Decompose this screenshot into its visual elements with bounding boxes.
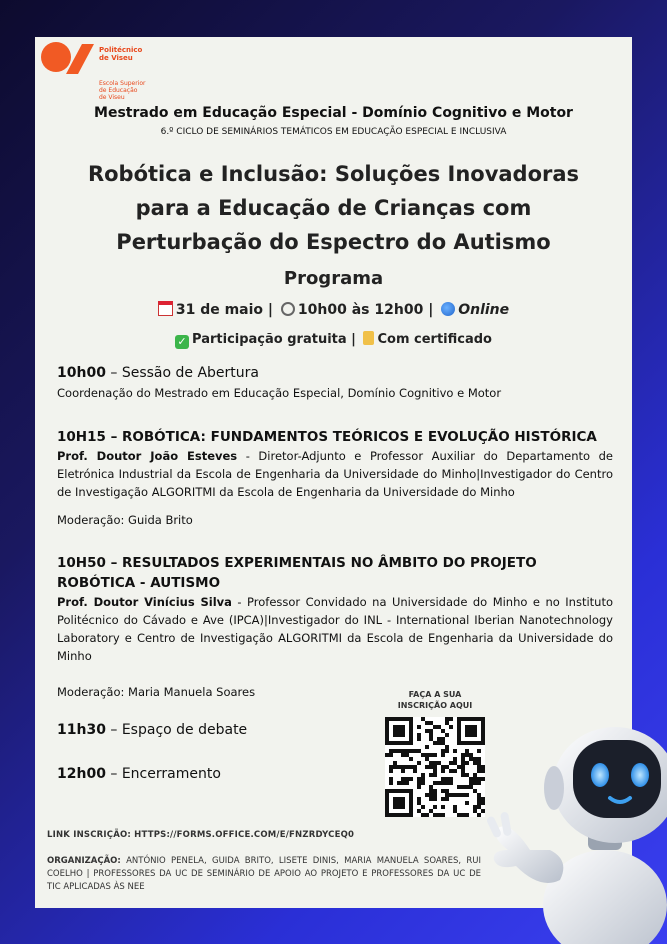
talk-2-title: 10H50 – RESULTADOS EXPERIMENTAIS NO ÂMBITO DO PROJETO ROBÓTICA - AUTISMO — [57, 555, 537, 591]
separator: | — [423, 302, 439, 318]
talk-1-bio — [57, 447, 613, 501]
talk-2-bio — [57, 593, 613, 665]
opening-row — [57, 365, 613, 381]
logo-name-line2: de Viseu — [99, 54, 133, 62]
program-heading: Mestrado em Educação Especial - Domínio Cognitivo e Motor — [94, 105, 573, 121]
debate-time: 11h30 — [57, 722, 106, 738]
talk-1-title: 10H15 – ROBÓTICA: FUNDAMENTOS TEÓRICOS E EVOLUÇÃO HISTÓRICA — [57, 429, 597, 445]
talk-2-moderation: Moderação: Maria Manuela Soares — [57, 685, 256, 699]
registration-link[interactable]: LINK INSCRIÇÃO: HTTPS://FORMS.OFFICE.COM/E/FNZRDYCEQ0 — [47, 830, 355, 840]
certificate: Com certificado — [377, 332, 492, 347]
org-label: ORGANIZAÇÃO: — [47, 856, 121, 866]
closing-session — [57, 766, 357, 782]
event-benefits — [35, 331, 632, 349]
talk-2-bio-text: - Professor Convidado na Universidade do Minho e no Instituto Politécnico do Cávado e Ave (IPCA)|Investigador do INL - International Iberian Nanotechnology Laboratory e Centro de Investigação ALGORITMI da Escola de Engenharia da Universidade do Minho — [57, 595, 613, 663]
debate-label: – Espaço de debate — [105, 722, 248, 738]
title-line2: para a Educação de Crianças com — [135, 196, 532, 220]
qr-label-line2: INSCRIÇÃO AQUI — [397, 701, 473, 710]
participation: Participação gratuita — [192, 332, 347, 347]
logo-school-line1: Escola Superior — [99, 80, 146, 87]
debate-session — [57, 722, 357, 738]
talk-1-bio-text: - Diretor-Adjunto e Professor Auxiliar do Departamento de Eletrónica Industrial da Escola de Engenharia da Universidade do Minho|Investigador do Centro de Investigação ALGORITMI da Escola de Engenharia da Universidade do Minho — [57, 449, 614, 499]
programa-heading: Programa — [283, 268, 384, 289]
event-info — [35, 301, 632, 318]
logo-circle-icon — [41, 42, 71, 72]
opening-label: – Sessão de Abertura — [105, 365, 260, 381]
debate-row — [57, 722, 357, 738]
globe-icon — [441, 302, 455, 316]
talk-1 — [57, 427, 613, 527]
event-mode: Online — [458, 302, 510, 318]
separator: | — [263, 302, 278, 318]
closing-label: – Encerramento — [105, 766, 221, 782]
talk-1-speaker: Prof. Doutor João Esteves — [57, 449, 238, 463]
clock-icon — [281, 302, 295, 316]
logo-school — [99, 80, 159, 101]
logo — [41, 42, 241, 112]
logo-school-line3: de Viseu — [99, 94, 125, 101]
talk-2 — [57, 553, 613, 665]
logo-name — [99, 46, 159, 62]
logo-name-line1: Politécnico — [99, 46, 143, 54]
title-line1: Robótica e Inclusão: Soluções Inovadoras — [87, 162, 580, 186]
cycle-heading: 6.º CICLO DE SEMINÁRIOS TEMÁTICOS EM EDUCAÇÃO ESPECIAL E INCLUSIVA — [160, 127, 507, 137]
closing-row — [57, 766, 357, 782]
qr-label-line1: FAÇA A SUA — [408, 690, 462, 699]
organization — [47, 855, 481, 894]
certificate-icon — [363, 331, 374, 345]
calendar-icon — [158, 301, 173, 316]
robot-icon — [470, 700, 667, 944]
opening-time: 10h00 — [57, 365, 106, 381]
talk-2-speaker: Prof. Doutor Vinícius Silva — [57, 595, 232, 609]
opening-detail: Coordenação do Mestrado em Educação Especial, Domínio Cognitivo e Motor — [57, 386, 502, 400]
event-date: 31 de maio — [175, 302, 264, 318]
closing-time: 12h00 — [57, 766, 106, 782]
check-icon: ✓ — [175, 335, 189, 349]
logo-school-line2: de Educação — [99, 87, 138, 94]
separator: | — [346, 332, 361, 347]
title-line3: Perturbação do Espectro do Autismo — [116, 230, 551, 254]
event-time: 10h00 às 12h00 — [297, 302, 424, 318]
talk-1-moderation: Moderação: Guida Brito — [57, 513, 193, 527]
opening-session — [57, 365, 613, 402]
org-text: ANTÓNIO PENELA, GUIDA BRITO, LISETE DINIS, MARIA MANUELA SOARES, RUI COELHO | PROFESSORES DA UC DE SEMINÁRIO DE APOIO AO PROJETO E PROFESSORES DA UC DE TIC APLICADAS ÀS NEE — [47, 856, 481, 892]
page-title — [65, 157, 602, 259]
talk-2-moderation-block — [57, 685, 357, 699]
